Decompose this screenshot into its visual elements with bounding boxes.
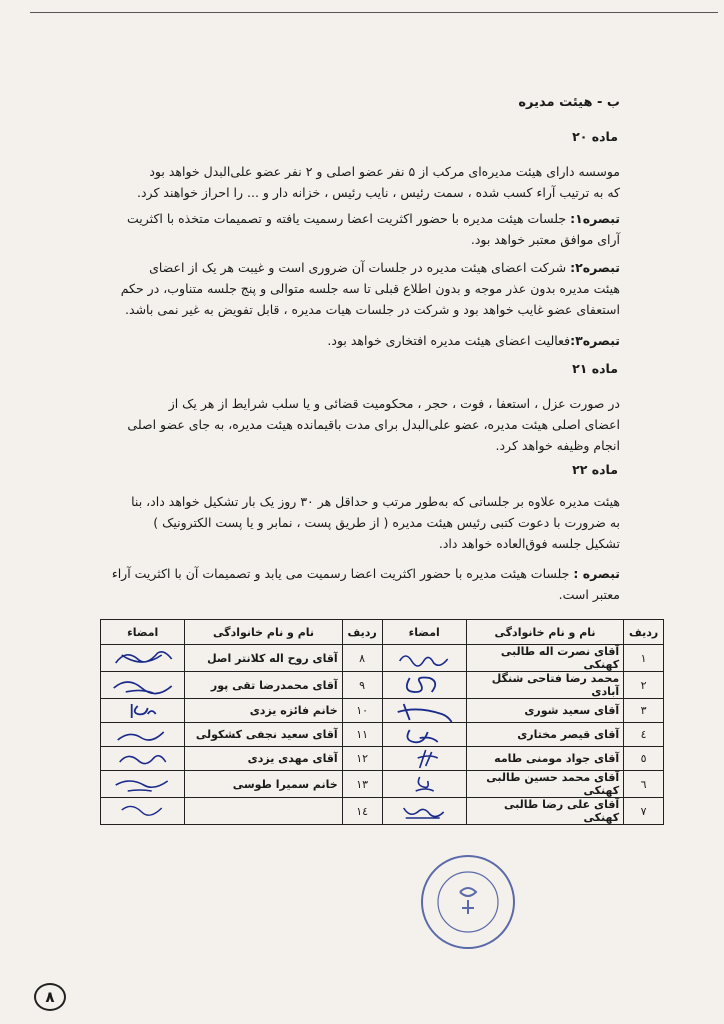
handwritten-signature: [105, 800, 180, 822]
member-name: خانم فائزه یزدی: [185, 699, 342, 723]
signature-cell: [382, 699, 466, 723]
member-name: محمد رضا فتاحی شنگل آبادی: [466, 672, 623, 699]
article-22-line-1: هیئت مدیره علاوه بر جلساتی که به‌طور مرتب و حداقل هر ۳۰ روز یک بار تشکیل خواهد داد، بنا: [131, 494, 620, 509]
signature-cell: [382, 672, 466, 699]
note-3-text: فعالیت اعضای هیئت مدیره افتخاری خواهد بود.: [327, 333, 571, 348]
member-name: آقای علی رضا طالبی کهنکی: [466, 798, 623, 825]
member-name: خانم سمیرا طوسی: [185, 771, 342, 798]
organization-stamp: [418, 852, 518, 952]
member-name: آقای محمد حسین طالبی کهنکی: [466, 771, 623, 798]
row-index: ٦: [624, 771, 664, 798]
header-index-left: ردیف: [342, 620, 382, 645]
article-20-note-1-line-1: [127, 208, 620, 229]
article-20-note-3: [327, 330, 620, 351]
header-index-right: ردیف: [624, 620, 664, 645]
board-members-table: [100, 619, 664, 825]
article-20-note-2-line-1: [149, 257, 620, 278]
header-name-right: نام و نام خانوادگی: [466, 620, 623, 645]
row-index: ۱: [624, 645, 664, 672]
article-21-line-3: انجام وظیفه خواهد کرد.: [495, 438, 620, 453]
article-22-note-line-1: [112, 563, 620, 584]
handwritten-signature: [387, 700, 462, 722]
signature-cell: [382, 747, 466, 771]
handwritten-signature: [387, 724, 462, 746]
signature-cell: [101, 723, 185, 747]
signature-cell: [382, 645, 466, 672]
article-22-note-label: تبصره :: [573, 566, 620, 581]
section-title: ب - هیئت مدیره: [518, 95, 620, 110]
handwritten-signature: [387, 773, 462, 795]
article-20-note-1-line-2: آرای موافق معتبر خواهد بود.: [470, 232, 620, 247]
article-22-line-3: تشکیل جلسه فوق‌العاده خواهد داد.: [438, 536, 620, 551]
note-3-label: تبصره۳:: [570, 333, 620, 348]
table-row: [101, 723, 664, 747]
article-22-note-line-2: معتبر است.: [558, 587, 620, 602]
member-name: آقای نصرت اله طالبی کهنکی: [466, 645, 623, 672]
table-row: [101, 672, 664, 699]
row-index: ۱۰: [342, 699, 382, 723]
header-name-left: نام و نام خانوادگی: [185, 620, 342, 645]
table-row: [101, 699, 664, 723]
handwritten-signature: [105, 748, 180, 770]
handwritten-signature: [105, 700, 180, 722]
member-name: آقای محمدرضا تقی پور: [185, 672, 342, 699]
row-index: ۱٤: [342, 798, 382, 825]
signature-cell: [101, 771, 185, 798]
article-20-heading: ماده ۲۰: [572, 129, 618, 144]
table-row: [101, 771, 664, 798]
handwritten-signature: [387, 674, 462, 696]
handwritten-signature: [387, 800, 462, 822]
header-signature-left: امضاء: [101, 620, 185, 645]
row-index: ۱۲: [342, 747, 382, 771]
signature-cell: [382, 798, 466, 825]
row-index: ۸: [342, 645, 382, 672]
member-name: آقای جواد مومنی طامه: [466, 747, 623, 771]
handwritten-signature: [105, 773, 180, 795]
note-2-label: تبصره۲:: [570, 260, 620, 275]
article-21-line-2: اعضای اصلی هیئت مدیره، عضو علی‌البدل برای مدت باقیمانده هیئت مدیره، به جای عضو اصلی: [127, 417, 620, 432]
signature-cell: [382, 723, 466, 747]
signature-cell: [101, 645, 185, 672]
table-row: [101, 798, 664, 825]
member-name: آقای مهدی یزدی: [185, 747, 342, 771]
row-index: ۷: [624, 798, 664, 825]
member-name: آقای روح اله کلانتر اصل: [185, 645, 342, 672]
handwritten-signature: [105, 674, 180, 696]
article-21-heading: ماده ۲۱: [572, 361, 618, 376]
top-rule: [30, 12, 718, 13]
article-20-line-2: که به ترتیب آراء کسب شده ، سمت رئیس ، نایب رئیس ، خزانه دار و ... را احراز خواهند کرد.: [137, 185, 620, 200]
table-header-row: [101, 620, 664, 645]
handwritten-signature: [105, 647, 180, 669]
table-row: [101, 645, 664, 672]
header-signature-right: امضاء: [382, 620, 466, 645]
member-name: آقای سعید نجفی کشکولی: [185, 723, 342, 747]
signature-cell: [382, 771, 466, 798]
row-index: ٤: [624, 723, 664, 747]
article-20-note-2-line-3: استعفای عضو غایب خواهد بود و شرکت در جلسات هیات مدیره ، قابل تفویض به غیر نمی باشد.: [125, 302, 620, 317]
handwritten-signature: [105, 724, 180, 746]
note-2-text: شرکت اعضای هیئت مدیره در جلسات آن ضروری است و غیبت هر یک از اعضای: [149, 260, 571, 275]
member-name: آقای قیصر مختاری: [466, 723, 623, 747]
row-index: ۱۱: [342, 723, 382, 747]
signature-cell: [101, 798, 185, 825]
row-index: ۲: [624, 672, 664, 699]
page-number: ۸: [34, 983, 66, 1011]
member-name: [185, 798, 342, 825]
signature-cell: [101, 699, 185, 723]
row-index: ۹: [342, 672, 382, 699]
row-index: ٥: [624, 747, 664, 771]
article-22-heading: ماده ۲۲: [572, 462, 618, 477]
article-20-line-1: موسسه دارای هیئت مدیره‌ای مرکب از ۵ نفر عضو اصلی و ۲ نفر عضو علی‌البدل خواهد بود: [149, 164, 620, 179]
row-index: ۳: [624, 699, 664, 723]
article-22-line-2: به ضرورت با دعوت کتبی رئیس هیئت مدیره ( از طریق پست ، نمابر و یا پست الکترونیک ): [153, 515, 620, 530]
handwritten-signature: [387, 748, 462, 770]
note-1-text: جلسات هیئت مدیره با حضور اکثریت اعضا رسمیت یافته و تصمیمات متخذه با اکثریت: [127, 211, 571, 226]
row-index: ۱۳: [342, 771, 382, 798]
signature-cell: [101, 672, 185, 699]
signature-cell: [101, 747, 185, 771]
handwritten-signature: [387, 647, 462, 669]
article-20-note-2-line-2: هیئت مدیره بدون عذر موجه و بدون اطلاع قبلی تا سه جلسه متوالی و پنج جلسه متناوب، در حکم: [120, 281, 620, 296]
article-22-note-text: جلسات هیئت مدیره با حضور اکثریت اعضا رسمیت می یابد و تصمیمات آن با اکثریت آراء: [111, 566, 574, 581]
member-name: آقای سعید شوری: [466, 699, 623, 723]
note-1-label: تبصره۱:: [570, 211, 620, 226]
table-row: [101, 747, 664, 771]
article-21-line-1: در صورت عزل ، استعفا ، فوت ، حجر ، محکومیت قضائی و یا سلب شرایط از هر یک از: [168, 396, 620, 411]
